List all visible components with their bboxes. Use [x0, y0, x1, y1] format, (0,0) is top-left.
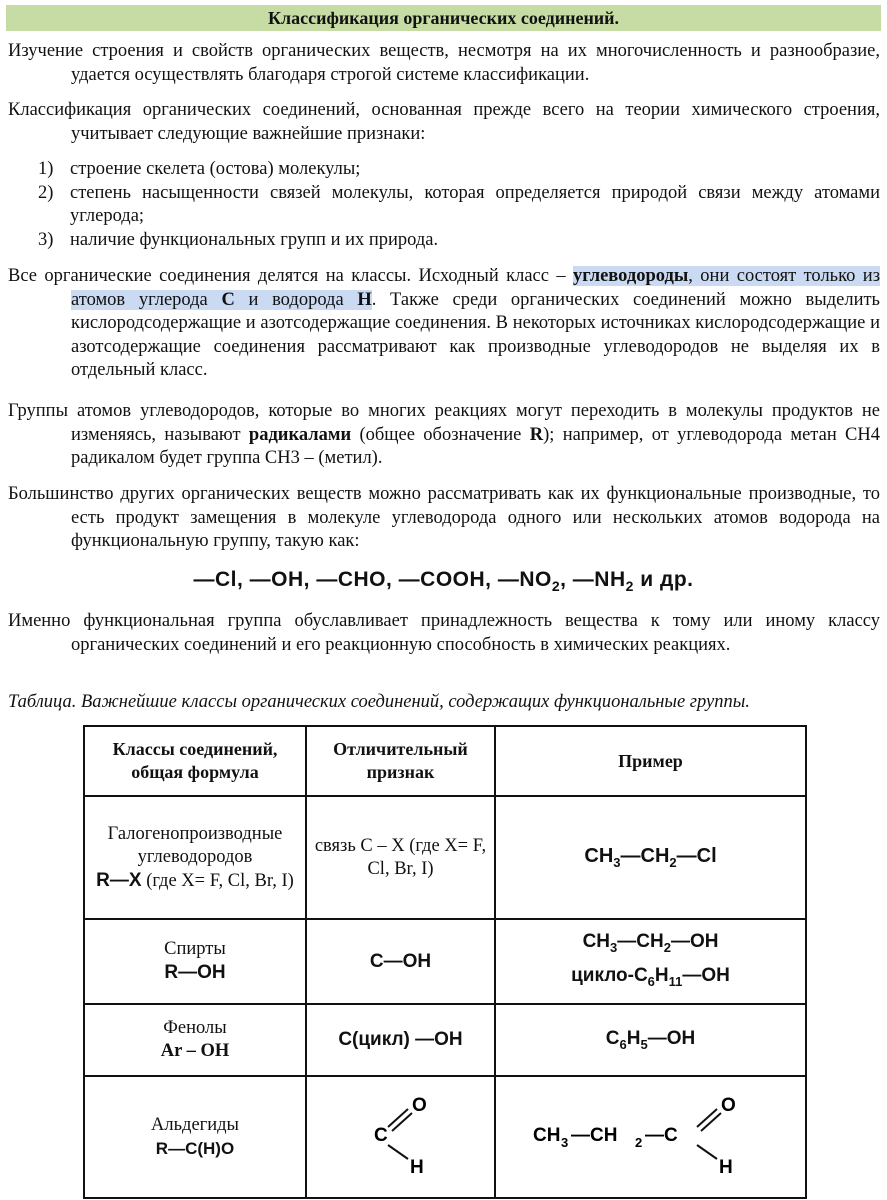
example-cell: $CH_3—CH_2—Cl$	[495, 796, 806, 919]
functional-paragraph: Большинство других органических веществ можно рассматривать как их функциональные производные, то есть продукт замещения в молекуле углеводорода одного или нескольких атомов водорода на функциональную группу, такую как:	[8, 484, 880, 551]
svg-text:2: 2	[634, 1135, 642, 1150]
svg-text:CH: CH	[532, 1125, 560, 1146]
class-cell: Фенолы Ar – OH	[84, 1004, 306, 1076]
classes-table	[83, 725, 807, 1199]
radicals-paragraph: Группы атомов углеводородов, которые во многих реакциях могут переходить в молекулы продуктов не изменяясь, называют радикалами (общее обозначение R); например, от углеводорода метан CH4 радикалом будет группа CH3 – (метил).	[8, 401, 880, 468]
list-item: 1) строение скелета (остова) молекулы;	[38, 159, 361, 179]
svg-text:—CH: —CH	[570, 1125, 617, 1146]
svg-text:O: O	[720, 1095, 736, 1116]
example-cell	[495, 1076, 806, 1198]
list-item: 3) наличие функциональных групп и их природа.	[38, 229, 439, 250]
class-cell: Альдегиды R—C(H)O	[84, 1076, 306, 1198]
header-feature: Отличительный признак	[306, 726, 495, 796]
svg-text:H: H	[718, 1157, 733, 1178]
table-row	[84, 1004, 806, 1076]
functional-groups-formula: —Cl, —OH, —CHO, —COOH, $—NO_2$, $—NH_2$ и др.	[193, 568, 694, 595]
example-cell: $C_6H_5—OH$	[495, 1004, 806, 1076]
table-caption: Таблица. Важнейшие классы органических соединений, содержащих функциональные группы.	[8, 692, 750, 712]
class-cell: Галогенопроизводные углеводородов R—X (где X= F, Cl, Br, I)	[84, 796, 306, 919]
table-row	[84, 919, 806, 1004]
header-example: Пример	[495, 726, 806, 796]
example-cell: $CH_3—CH_2—OH$ цикло-$C_6H_{11}—OH$	[495, 919, 806, 1004]
intro-paragraph: Изучение строения и свойств органических веществ, несмотря на их многочисленность и разнообразие, удается осуществлять благодаря строгой системе классификации.	[8, 41, 880, 85]
table-row	[84, 796, 806, 919]
header-classes: Классы соединений, общая формула	[84, 726, 306, 796]
svg-text:3: 3	[560, 1135, 568, 1150]
svg-text:O: O	[411, 1095, 427, 1116]
feature-cell: C(цикл) —OH	[306, 1004, 495, 1076]
classification-paragraph: Классификация органических соединений, основанная прежде всего на теории химического строения, учитывает следующие важнейшие признаки:	[8, 100, 880, 144]
feature-cell: C—OH	[306, 919, 495, 1004]
table-header-row	[84, 726, 806, 796]
page-title: Классификация органических соединений.	[6, 5, 881, 31]
list-item: 2) степень насыщенности связей молекулы, которая определяется природой связи между атомами углерода;	[38, 182, 880, 226]
aldehyde-group-structure	[356, 1089, 446, 1179]
features-list	[38, 158, 880, 252]
feature-cell	[306, 1076, 495, 1198]
class-cell: Спирты R—OH	[84, 919, 306, 1004]
svg-text:—C: —C	[644, 1125, 678, 1146]
svg-text:H: H	[409, 1157, 424, 1178]
propanal-structure	[531, 1089, 771, 1179]
feature-cell: связь C – X (где X= F, Cl, Br, I)	[306, 796, 495, 919]
importance-paragraph: Именно функциональная группа обуславливает принадлежность вещества к тому или иному классу органических соединений и его реакционную способность в химических реакциях.	[8, 611, 880, 655]
svg-text:C: C	[373, 1125, 388, 1146]
table-row	[84, 1076, 806, 1198]
classes-paragraph: Все органические соединения делятся на классы. Исходный класс – углеводороды, они состоят только из атомов углерода C и водорода H. Также среди органических соединений можно выделить кислородсодержащие и азотсодержащие соединения. В некоторых источниках кислородсодержащие и азотсодержащие соединения рассматривают как производные углеводородов не выделяя их в отдельный класс.	[8, 266, 880, 380]
